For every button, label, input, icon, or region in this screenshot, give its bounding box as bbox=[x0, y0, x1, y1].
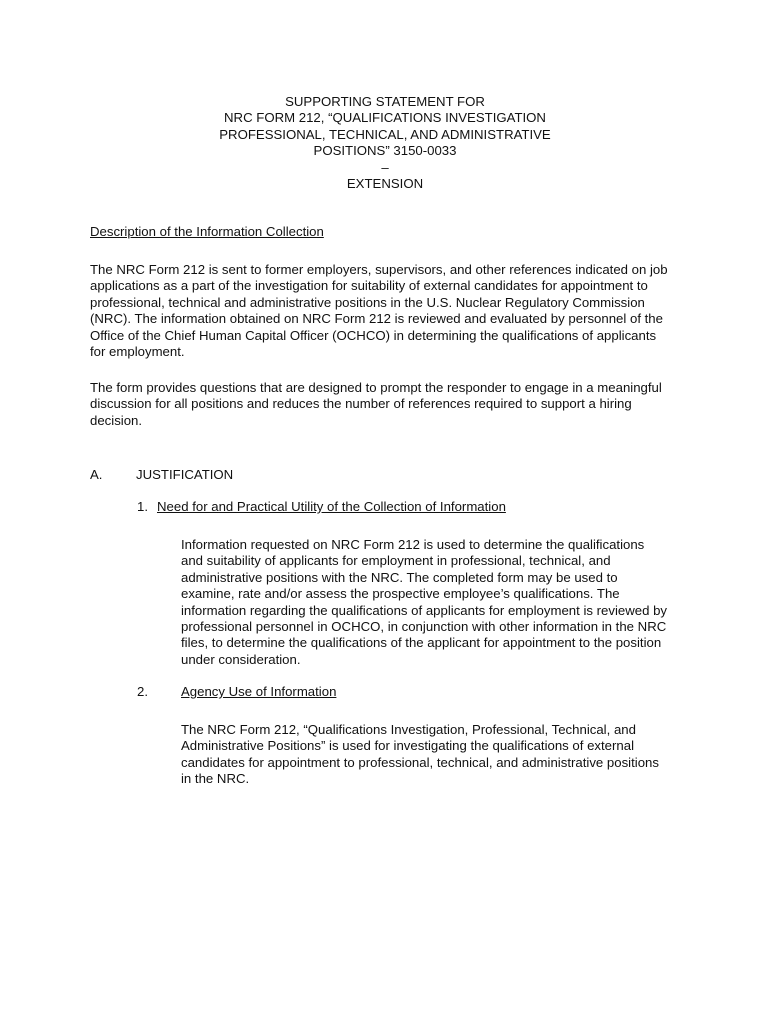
item-2-number: 2. bbox=[137, 684, 148, 699]
title-line-2: NRC FORM 212, “QUALIFICATIONS INVESTIGATION bbox=[224, 110, 546, 126]
item-2-heading: Agency Use of Information bbox=[181, 684, 337, 699]
description-heading: Description of the Information Collection bbox=[90, 224, 324, 239]
description-paragraph-1: The NRC Form 212 is sent to former employers, supervisors, and other references indicated on job applications as a part of the investigation for suitability of external candidates for appointment to professional, technical and administrative positions in the U.S. Nuclear Regulatory Commission (NRC). The information obtained on NRC Form 212 is reviewed and evaluated by personnel of the Office of the Chief Human Capital Officer (OCHCO) in determining the qualifications of applicants for employment. bbox=[90, 262, 668, 360]
title-line-1: SUPPORTING STATEMENT FOR bbox=[285, 94, 485, 109]
title-line-5: EXTENSION bbox=[346, 175, 424, 191]
title-dash: – bbox=[381, 159, 389, 175]
item-1-paragraph: Information requested on NRC Form 212 is used to determine the qualifications and suitability of applicants for employment in professional, technical, and administrative positions with the NRC. The completed form may be used to examine, rate and/or assess the prospective employee’s qualifications. The information regarding the qualifications of applicants for employment is reviewed by professional personnel in OCHCO, in conjunction with other information in the NRC files, to determine the qualifications of the applicant for appointment to the position under consideration. bbox=[181, 537, 667, 667]
section-label: JUSTIFICATION bbox=[136, 467, 234, 482]
document-title bbox=[0, 94, 770, 192]
title-line-4: POSITIONS” 3150-0033 bbox=[313, 143, 457, 159]
item-2-paragraph: The NRC Form 212, “Qualifications Investigation, Professional, Technical, and Administrative Positions” is used for investigating the qualifications of external candidates for appointment to professional, technical, and administrative positions in the NRC. bbox=[181, 722, 659, 787]
item-1-heading: Need for and Practical Utility of the Collection of Information bbox=[157, 499, 506, 514]
title-line-3: PROFESSIONAL, TECHNICAL, AND ADMINISTRATIVE bbox=[219, 126, 551, 142]
section-letter: A. bbox=[90, 467, 103, 482]
description-paragraph-2: The form provides questions that are designed to prompt the responder to engage in a meaningful discussion for all positions and reduces the number of references required to support a hiring decision. bbox=[90, 380, 662, 428]
item-1-number: 1. bbox=[137, 499, 148, 514]
